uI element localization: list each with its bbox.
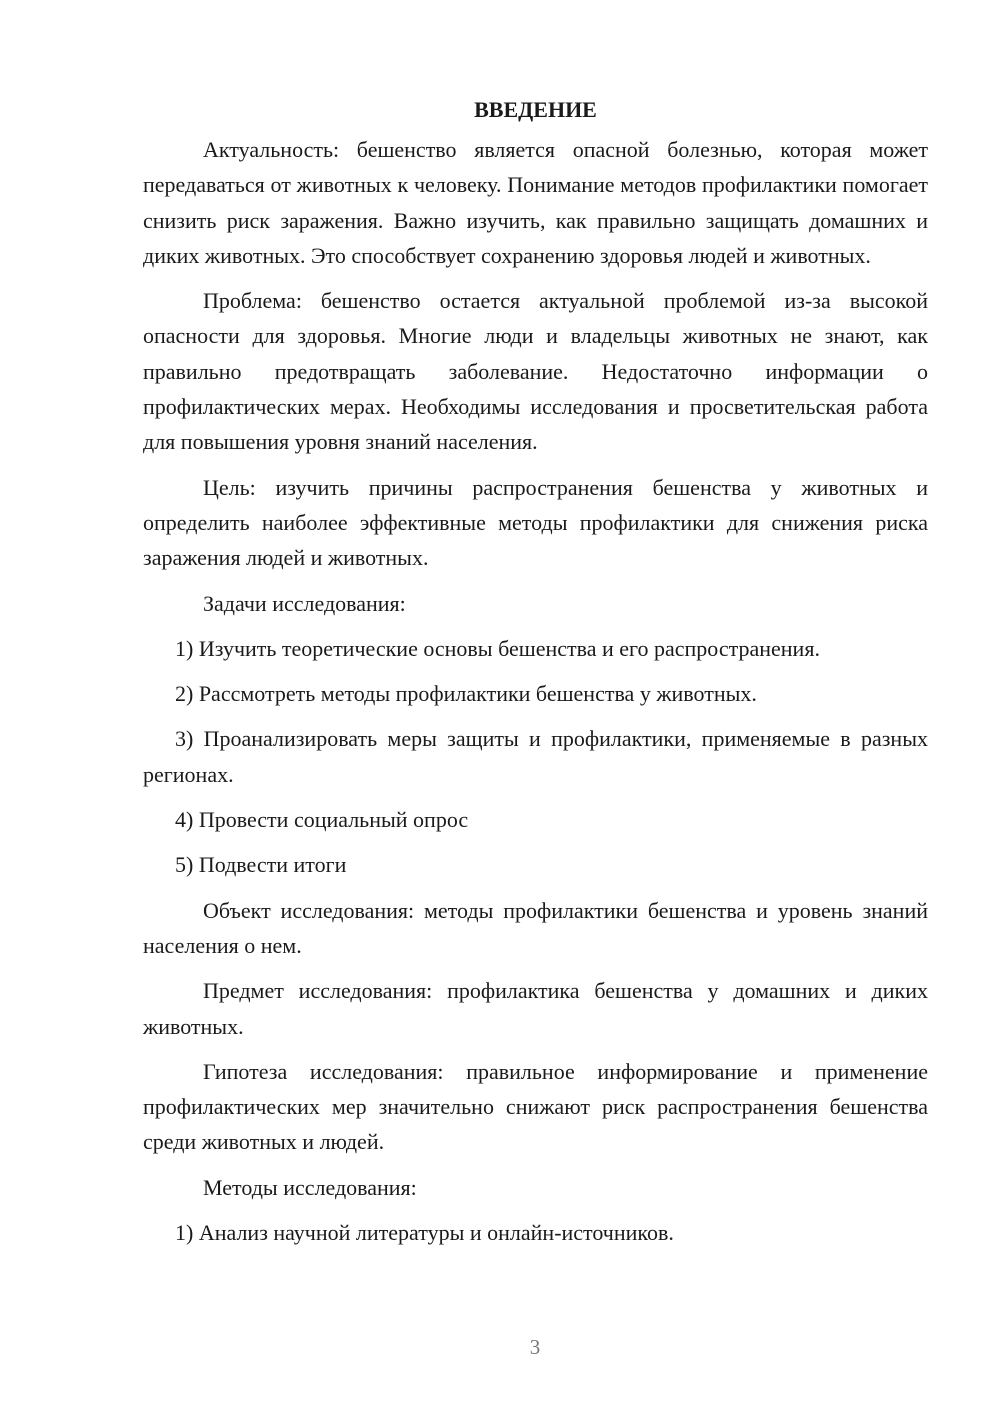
- methods-label: Методы исследования:: [203, 1174, 417, 1200]
- task-item: 1) Изучить теоретические основы бешенства и его распространения.: [175, 635, 820, 661]
- page-content: [143, 92, 928, 1260]
- paragraph-goal: Цель: изучить причины распространения бешенства у животных и определить наиболее эффективные методы профилактики для снижения риска заражения людей и животных.: [143, 474, 928, 571]
- section-title: ВВЕДЕНИЕ: [474, 97, 597, 122]
- tasks-list: [143, 631, 928, 883]
- task-item: 3) Проанализировать меры защиты и профилактики, применяемые в разных регионах.: [143, 726, 928, 787]
- page-number: 3: [529, 1335, 541, 1359]
- methods-list: [143, 1215, 928, 1250]
- method-item: 1) Анализ научной литературы и онлайн-источников.: [175, 1220, 674, 1246]
- paragraph-subject: Предмет исследования: профилактика бешенства у домашних и диких животных.: [143, 978, 928, 1039]
- task-item: 2) Рассмотреть методы профилактики бешенства у животных.: [175, 681, 757, 707]
- task-item: 4) Провести социальный опрос: [175, 807, 469, 833]
- paragraph-object: Объект исследования: методы профилактики бешенства и уровень знаний населения о нем.: [143, 897, 928, 958]
- paragraph-problem: Проблема: бешенство остается актуальной проблемой из-за высокой опасности для здоровья. Многие люди и владельцы животных не знают, как правильно предотвращать заболевание. Недостаточно информации о профилактических мерах. Необходимы исследования и просветительская работа для повышения уровня знаний населения.: [143, 288, 928, 455]
- tasks-label: Задачи исследования:: [203, 590, 406, 616]
- task-item: 5) Подвести итоги: [175, 852, 347, 878]
- paragraph-relevance: Актуальность: бешенство является опасной болезнью, которая может передаваться от животных к человеку. Понимание методов профилактики помогает снизить риск заражения. Важно изучить, как правильно защищать домашних и диких животных. Это способствует сохранению здоровья людей и животных.: [143, 137, 928, 268]
- paragraph-hypothesis: Гипотеза исследования: правильное информирование и применение профилактических мер значительно снижают риск распространения бешенства среди животных и людей.: [143, 1058, 928, 1155]
